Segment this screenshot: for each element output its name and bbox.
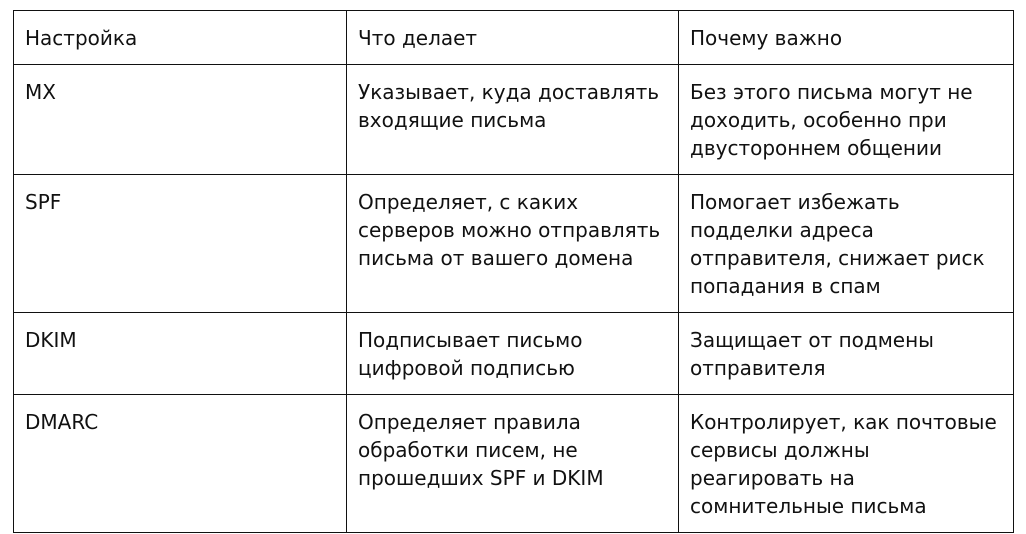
header-what-it-does: Что делает [347,11,679,65]
cell-what-it-does: Определяет, с каких серверов можно отправлять письма от вашего домена [347,175,679,313]
table-row [14,313,1014,395]
table-row [14,395,1014,533]
cell-why-important: Контролирует, как почтовые сервисы должны реагировать на сомнительные письма [679,395,1014,533]
header-setting: Настройка [14,11,347,65]
cell-what-it-does: Указывает, куда доставлять входящие письма [347,65,679,175]
email-settings-table [13,10,1014,533]
cell-what-it-does: Определяет правила обработки писем, не прошедших SPF и DKIM [347,395,679,533]
cell-what-it-does: Подписывает письмо цифровой подписью [347,313,679,395]
cell-why-important: Помогает избежать подделки адреса отправителя, снижает риск попадания в спам [679,175,1014,313]
table-row [14,65,1014,175]
cell-setting: DKIM [14,313,347,395]
cell-setting: SPF [14,175,347,313]
cell-why-important: Без этого письма могут не доходить, особенно при двустороннем общении [679,65,1014,175]
header-why-important: Почему важно [679,11,1014,65]
cell-setting: DMARC [14,395,347,533]
table-row [14,175,1014,313]
table-header-row [14,11,1014,65]
cell-why-important: Защищает от подмены отправителя [679,313,1014,395]
cell-setting: MX [14,65,347,175]
